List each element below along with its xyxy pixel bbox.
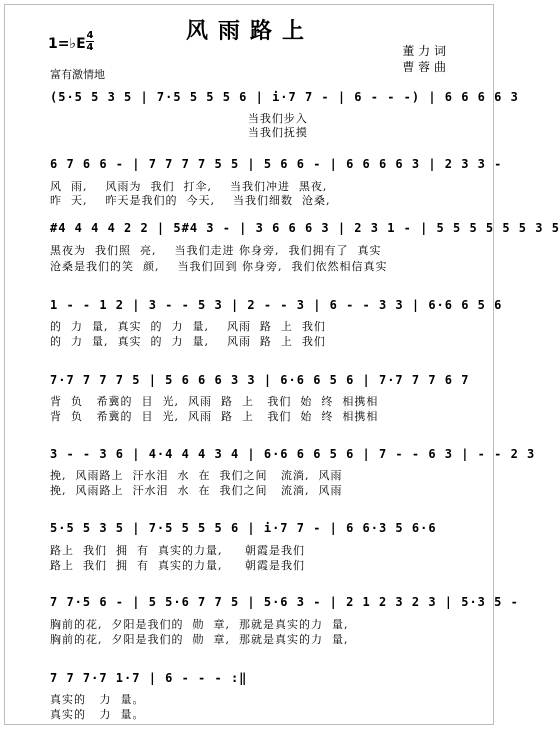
song-title: 风雨路上 bbox=[185, 18, 314, 44]
notation-line-6: 3 - - 3 6 | 4·4 4 4 3 4 | 6·6 6 6 5 6 | 7 - - 6 3 | - - 2 3 bbox=[50, 447, 536, 461]
lyricist-credit: 董 力 词 bbox=[402, 44, 446, 58]
lyric-line-7b: 路上 我们 拥 有 真实的力量, 朝霞是我们 bbox=[50, 559, 305, 572]
time-signature-bottom: 4 bbox=[86, 42, 94, 53]
lyric-line-3a: 黑夜为 我们照 亮, 当我们走进 你身旁, 我们拥有了 真实 bbox=[50, 244, 382, 257]
lyric-line-1b: 当我们抚摸 bbox=[50, 126, 308, 139]
expression-marking: 富有激情地 bbox=[50, 68, 105, 81]
notation-line-1: (5·5 5 3 5 | 7·5 5 5 5 6 | i·7 7 - | 6 - - -) | 6 6 6 6 3 bbox=[50, 90, 519, 104]
lyric-line-8a: 胸前的花, 夕阳是我们的 勋 章, 那就是真实的力 量, bbox=[50, 618, 349, 631]
lyric-line-2a: 风 雨, 风雨为 我们 打伞, 当我们冲进 黑夜, bbox=[50, 180, 328, 193]
lyric-line-7a: 路上 我们 拥 有 真实的力量, 朝霞是我们 bbox=[50, 544, 305, 557]
time-signature bbox=[86, 30, 94, 53]
lyric-line-2b: 昨 天, 昨天是我们的 今天, 当我们细数 沧桑, bbox=[50, 194, 331, 207]
lyric-line-6a: 挽, 风雨路上 汗水泪 水 在 我们之间 流淌, 风雨 bbox=[50, 469, 343, 482]
notation-line-3: #4 4 4 4 2 2 | 5#4 3 - | 3 6 6 6 3 | 2 3 1 - | 5 5 5 5 5 5 3 5 bbox=[50, 221, 560, 235]
notation-line-8: 7 7·5 6 - | 5 5·6 7 7 5 | 5·6 3 - | 2 1 2 3 2 3 | 5·3 5 - bbox=[50, 595, 519, 609]
lyric-line-8b: 胸前的花, 夕阳是我们的 勋 章, 那就是真实的力 量, bbox=[50, 633, 349, 646]
lyric-line-4a: 的 力 量, 真实 的 力 量, 风雨 路 上 我们 bbox=[50, 320, 326, 333]
lyric-line-3b: 沧桑是我们的笑 颜, 当我们回到 你身旁, 我们依然相信真实 bbox=[50, 260, 388, 273]
time-signature-top: 4 bbox=[86, 30, 94, 41]
lyric-line-6b: 挽, 风雨路上 汗水泪 水 在 我们之间 流淌, 风雨 bbox=[50, 484, 343, 497]
lyric-line-5b: 背 负 希冀的 目 光, 风雨 路 上 我们 始 终 相携相 bbox=[50, 410, 379, 423]
lyric-line-9a: 真实的 力 量。 bbox=[50, 693, 145, 706]
lyric-line-5a: 背 负 希冀的 目 光, 风雨 路 上 我们 始 终 相携相 bbox=[50, 395, 379, 408]
notation-line-2: 6 7 6 6 - | 7 7 7 7 5 5 | 5 6 6 - | 6 6 6 6 3 | 2 3 3 - bbox=[50, 157, 503, 171]
notation-line-4: 1 - - 1 2 | 3 - - 5 3 | 2 - - 3 | 6 - - 3 3 | 6·6 6 5 6 bbox=[50, 298, 503, 312]
notation-line-7: 5·5 5 3 5 | 7·5 5 5 5 6 | i·7 7 - | 6 6·3 5 6·6 bbox=[50, 521, 437, 535]
lyric-line-9b: 真实的 力 量。 bbox=[50, 708, 145, 721]
lyric-line-1a: 当我们步入 bbox=[50, 112, 308, 125]
key-signature: 1=♭E bbox=[48, 36, 86, 52]
notation-line-9: 7 7 7·7 1·7 | 6 - - - :‖ bbox=[50, 671, 248, 685]
composer-credit: 曹 蓉 曲 bbox=[402, 60, 446, 74]
lyric-line-4b: 的 力 量, 真实 的 力 量, 风雨 路 上 我们 bbox=[50, 335, 326, 348]
notation-line-5: 7·7 7 7 7 5 | 5 6 6 6 3 3 | 6·6 6 5 6 | 7·7 7 7 6 7 bbox=[50, 373, 470, 387]
